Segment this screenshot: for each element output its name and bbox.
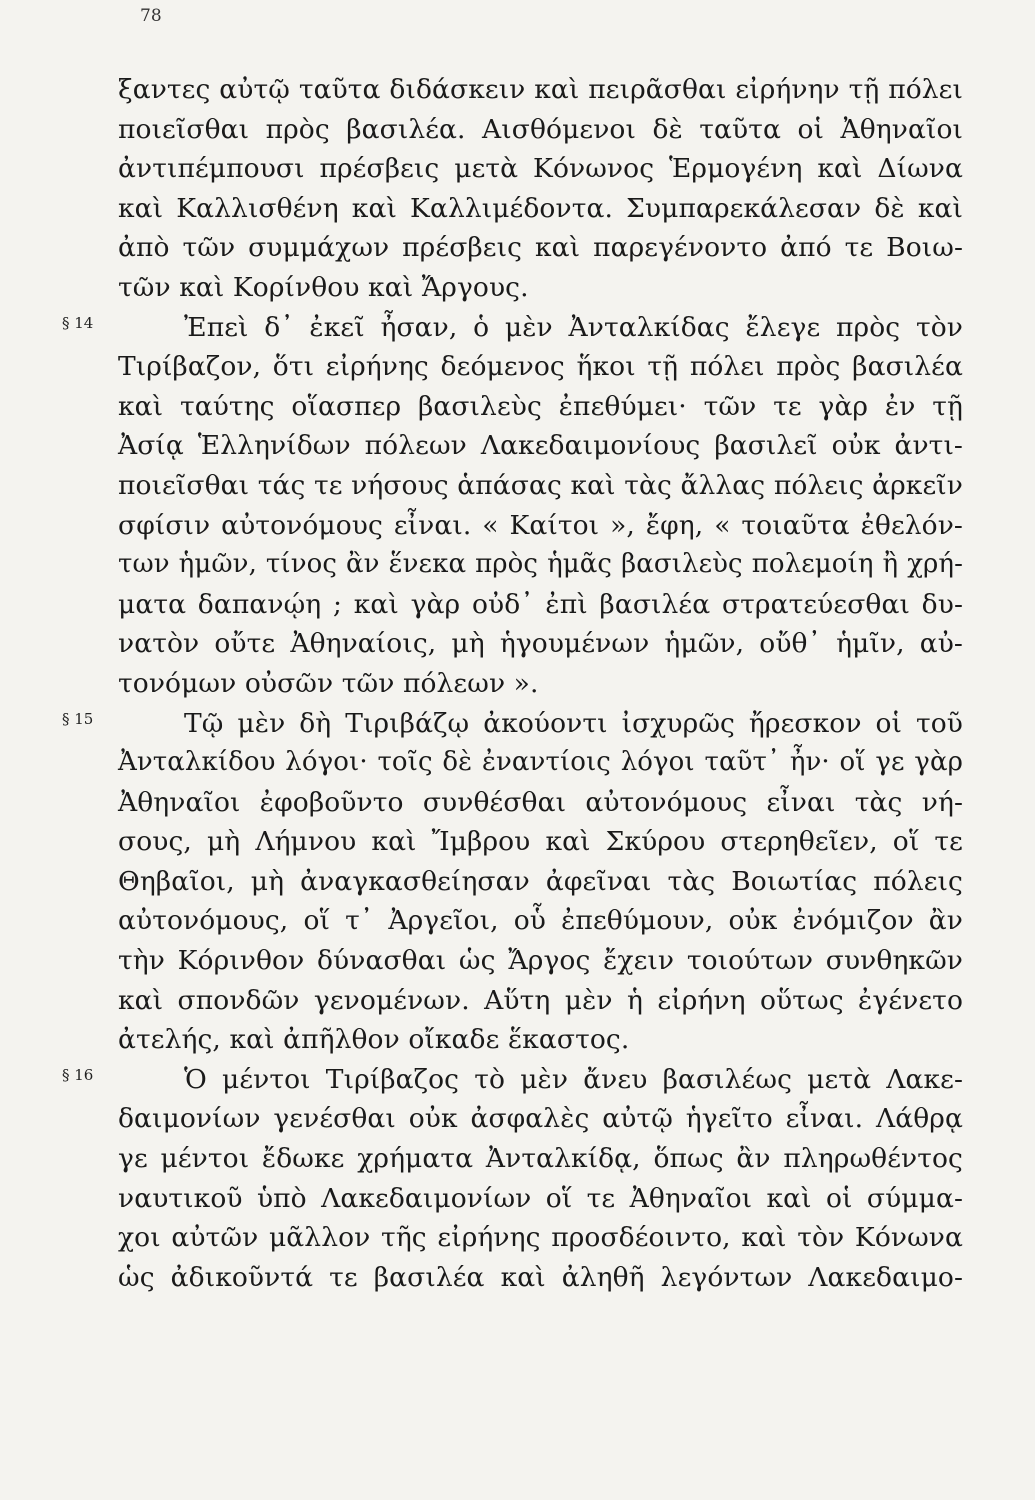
text-line: ἀτελής, καὶ ἀπῆλθον οἴκαδε ἕκαστος. bbox=[118, 1024, 630, 1056]
section-marker: § 14 bbox=[62, 313, 94, 332]
text-line: νατὸν οὔτε Ἀθηναίοις, μὴ ἡγουμένων ἡμῶν, οὔθ᾽ ἡμῖν, αὐ- bbox=[118, 628, 963, 660]
text-line: ὡς ἀδικοῦντά τε βασιλέα καὶ ἀληθῆ λεγόντων Λακεδαιμο- bbox=[118, 1261, 963, 1293]
text-line: αὐτονόμους, οἵ τ᾽ Ἀργεῖοι, οὗ ἐπεθύμουν, οὐκ ἐνόμιζον ἂν bbox=[118, 905, 963, 937]
section-marker: § 15 bbox=[62, 709, 94, 728]
text-body bbox=[62, 70, 963, 1297]
text-line: Ἐπεὶ δ᾽ ἐκεῖ ἦσαν, ὁ μὲν Ἀνταλκίδας ἔλεγε πρὸς τὸν bbox=[184, 311, 963, 343]
paragraph bbox=[62, 308, 963, 704]
paragraph bbox=[62, 704, 963, 1060]
text-line: τονόμων οὐσῶν τῶν πόλεων ». bbox=[118, 667, 539, 699]
text-line: δαιμονίων γενέσθαι οὐκ ἀσφαλὲς αὐτῷ ἡγεῖτο εἶναι. Λάθρᾳ bbox=[118, 1103, 963, 1135]
text-line: γε μέντοι ἔδωκε χρήματα Ἀνταλκίδᾳ, ὅπως ἂν πληρωθέντος bbox=[118, 1143, 963, 1175]
text-line: χοι αὐτῶν μᾶλλον τῆς εἰρήνης προσδέοιντο, καὶ τὸν Κόνωνα bbox=[118, 1222, 963, 1254]
text-line: σους, μὴ Λήμνου καὶ Ἴμβρου καὶ Σκύρου στερηθεῖεν, οἵ τε bbox=[118, 826, 963, 858]
text-line: Τιρίβαζον, ὅτι εἰρήνης δεόμενος ἥκοι τῇ πόλει πρὸς βασιλέα bbox=[118, 351, 963, 383]
text-line: τὴν Κόρινθον δύνασθαι ὡς Ἄργος ἔχειν τοιούτων συνθηκῶν bbox=[118, 945, 963, 977]
section-marker: § 16 bbox=[62, 1065, 94, 1084]
text-line: Τῷ μὲν δὴ Τιριβάζῳ ἀκούοντι ἰσχυρῶς ἤρεσκον οἱ τοῦ bbox=[184, 707, 963, 739]
text-line: ξαντες αὐτῷ ταῦτα διδάσκειν καὶ πειρᾶσθαι εἰρήνην τῇ πόλει bbox=[118, 74, 963, 105]
text-line: ἀντιπέμπουσι πρέσβεις μετὰ Κόνωνος Ἑρμογένη καὶ Δίωνα bbox=[118, 153, 963, 185]
text-line: καὶ ταύτης οἵασπερ βασιλεὺς ἐπεθύμει· τῶν τε γὰρ ἐν τῇ bbox=[118, 390, 963, 422]
text-line: καὶ σπονδῶν γενομένων. Αὕτη μὲν ἡ εἰρήνη οὕτως ἐγένετο bbox=[118, 984, 963, 1016]
text-line: σφίσιν αὐτονόμους εἶναι. « Καίτοι », ἔφη, « τοιαῦτα ἐθελόν- bbox=[118, 509, 963, 541]
text-line: των ἡμῶν, τίνος ἂν ἕνεκα πρὸς ἡμᾶς βασιλεὺς πολεμοίη ἢ χρή- bbox=[118, 549, 963, 580]
text-line: ποιεῖσθαι τάς τε νήσους ἁπάσας καὶ τὰς ἄλλας πόλεις ἀρκεῖν bbox=[118, 469, 963, 501]
text-line: Ἀθηναῖοι ἐφοβοῦντο συνθέσθαι αὐτονόμους εἶναι τὰς νή- bbox=[118, 786, 963, 818]
text-line: Ἀνταλκίδου λόγοι· τοῖς δὲ ἐναντίοις λόγοι ταῦτ᾽ ἦν· οἵ γε γὰρ bbox=[118, 747, 963, 778]
text-line: καὶ Καλλισθένη καὶ Καλλιμέδοντα. Συμπαρεκάλεσαν δὲ καὶ bbox=[118, 192, 963, 224]
text-line: ναυτικοῦ ὑπὸ Λακεδαιμονίων οἵ τε Ἀθηναῖοι καὶ οἱ σύμμα- bbox=[118, 1182, 963, 1214]
page-number: 78 bbox=[140, 6, 162, 26]
text-line: ἀπὸ τῶν συμμάχων πρέσβεις καὶ παρεγένοντο ἀπό τε Βοιω- bbox=[118, 232, 963, 264]
text-line: ποιεῖσθαι πρὸς βασιλέα. Αισθόμενοι δὲ ταῦτα οἱ Ἀθηναῖοι bbox=[118, 113, 963, 145]
text-line: Ἀσίᾳ Ἑλληνίδων πόλεων Λακεδαιμονίους βασιλεῖ οὐκ ἀντι- bbox=[118, 430, 963, 462]
text-line: ματα δαπανῴη ; καὶ γὰρ οὐδ᾽ ἐπὶ βασιλέα στρατεύεσθαι δυ- bbox=[118, 588, 963, 620]
text-line: Ὁ μέντοι Τιρίβαζος τὸ μὲν ἄνευ βασιλέως μετὰ Λακε- bbox=[184, 1063, 963, 1095]
paragraph bbox=[118, 70, 963, 308]
text-line: Θηβαῖοι, μὴ ἀναγκασθείησαν ἀφεῖναι τὰς Βοιωτίας πόλεις bbox=[118, 865, 963, 897]
text-line: τῶν καὶ Κορίνθου καὶ Ἄργους. bbox=[118, 271, 529, 303]
paragraph bbox=[62, 1060, 963, 1298]
